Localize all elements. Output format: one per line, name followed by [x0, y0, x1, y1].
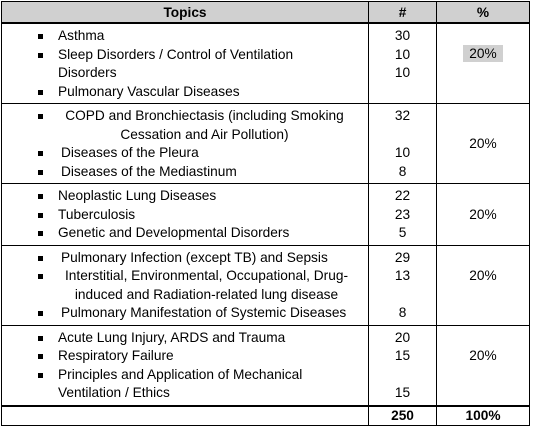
topic-label: Pulmonary Vascular Diseases [58, 83, 240, 99]
topic-label: Asthma [58, 28, 105, 43]
topic-label: COPD and Bronchiectasis (including Smoking Cessation and Air Pollution) [65, 108, 344, 142]
bullet-icon [38, 53, 43, 58]
header-row [2, 2, 530, 24]
table-row [2, 325, 530, 406]
topic-label: Diseases of the Pleura [61, 145, 199, 160]
percent-cell [437, 184, 530, 246]
count-cell [369, 184, 437, 246]
percent-value: 20% [469, 206, 497, 222]
topics-table [1, 1, 530, 426]
list-item [2, 224, 368, 243]
topic-label: Principles and Application of Mechanical Ventilation / Ethics [58, 366, 303, 400]
bullet-icon [38, 34, 43, 39]
count-value: 15 [394, 385, 411, 400]
topic-label: Pulmonary Infection (except TB) and Sepsis [61, 249, 328, 265]
topic-list [2, 187, 368, 243]
list-item [2, 144, 368, 163]
count-value: 10 [394, 46, 411, 62]
count-cell [369, 245, 437, 325]
list-item [2, 249, 368, 268]
percent-cell [437, 245, 530, 325]
topic-list [2, 329, 368, 403]
list-item [2, 304, 368, 323]
percent-value: 20% [469, 136, 497, 151]
count-value: 13 [394, 268, 411, 283]
list-item [2, 329, 368, 348]
list-item [2, 107, 368, 144]
topics-cell [2, 184, 369, 246]
bullet-icon [38, 354, 43, 359]
topic-list [2, 27, 368, 101]
count-value: 22 [394, 188, 411, 203]
list-item [2, 163, 368, 182]
total-count: 250 [369, 406, 437, 426]
topics-cell [2, 104, 369, 184]
count-value: 29 [394, 249, 411, 265]
header-percent: % [437, 2, 530, 24]
bullet-icon [38, 231, 43, 236]
topic-label: Genetic and Developmental Disorders [58, 225, 290, 240]
topic-label: Acute Lung Injury, ARDS and Trauma [58, 329, 286, 345]
totals-row [2, 406, 530, 426]
count-value: 5 [398, 225, 407, 240]
table-row [2, 184, 530, 246]
bullet-icon [38, 170, 43, 175]
topic-label: Respiratory Failure [58, 348, 174, 363]
list-item [2, 206, 368, 225]
list-item [2, 46, 368, 83]
percent-value: 20% [463, 45, 502, 62]
count-value: 20 [394, 329, 411, 345]
count-value: 15 [394, 348, 411, 363]
header-topics: Topics [2, 2, 369, 24]
count-value: 10 [394, 65, 411, 80]
topic-label: Pulmonary Manifestation of Systemic Diseases [61, 305, 347, 320]
percent-cell [437, 325, 530, 406]
bullet-icon [38, 213, 43, 218]
percent-value: 20% [469, 347, 497, 363]
count-value: 10 [394, 145, 411, 160]
total-percent: 100% [437, 406, 530, 426]
bullet-icon [38, 114, 43, 119]
topic-label: Interstitial, Environmental, Occupational, Drug-induced and Radiation-related lung disease [65, 268, 348, 302]
list-item [2, 187, 368, 206]
topic-label: Tuberculosis [58, 206, 136, 222]
topic-list [2, 107, 368, 181]
count-value: 23 [394, 206, 411, 222]
topic-label: Neoplastic Lung Diseases [58, 188, 217, 203]
count-cell [369, 23, 437, 104]
topic-label: Sleep Disorders / Control of Ventilation Disorders [58, 46, 294, 80]
bullet-icon [38, 336, 43, 341]
table-row [2, 104, 530, 184]
bullet-icon [38, 151, 43, 156]
list-item [2, 27, 368, 46]
topics-cell [2, 325, 369, 406]
list-item [2, 83, 368, 102]
bullet-icon [38, 373, 43, 378]
percent-cell [437, 23, 530, 104]
count-value: 32 [394, 108, 411, 123]
topics-cell [2, 23, 369, 104]
topic-list [2, 249, 368, 323]
header-count: # [369, 2, 437, 24]
bullet-icon [38, 274, 43, 279]
bullet-icon [38, 256, 43, 261]
count-cell [369, 104, 437, 184]
bullet-icon [38, 311, 43, 316]
table-row [2, 23, 530, 104]
count-value: 8 [398, 305, 407, 320]
list-item [2, 347, 368, 366]
count-value: 30 [394, 28, 411, 43]
list-item [2, 267, 368, 304]
table-row [2, 245, 530, 325]
list-item [2, 366, 368, 403]
topic-label: Diseases of the Mediastinum [61, 163, 237, 179]
count-value: 8 [398, 163, 407, 179]
bullet-icon [38, 194, 43, 199]
count-cell [369, 325, 437, 406]
percent-cell [437, 104, 530, 184]
bullet-icon [38, 90, 43, 95]
totals-label-cell [2, 406, 369, 426]
topics-cell [2, 245, 369, 325]
percent-value: 20% [469, 267, 497, 283]
